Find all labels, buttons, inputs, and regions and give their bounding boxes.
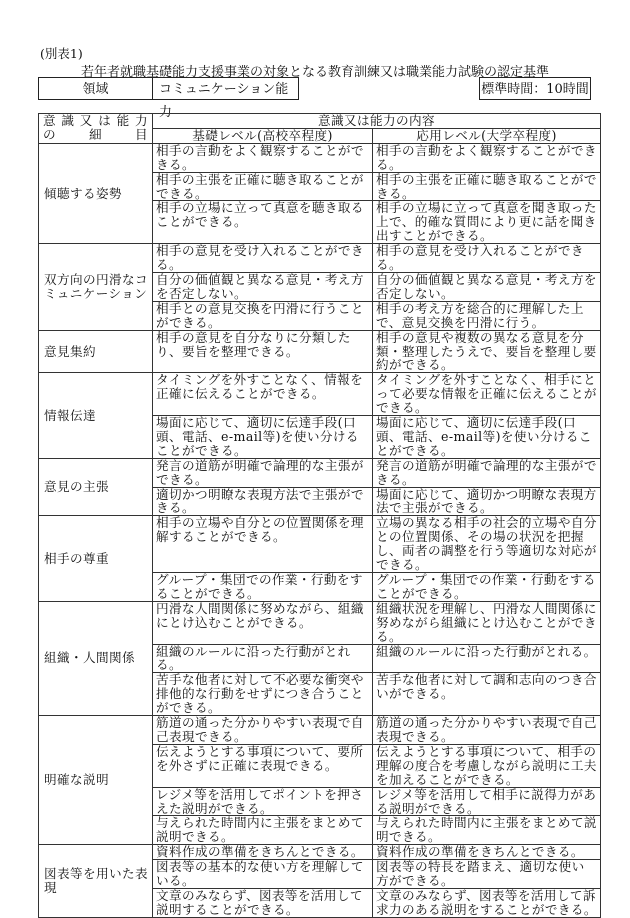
basic-level-cell: 組織のルールに沿った行動がとれる。: [153, 644, 373, 673]
criteria-table: [38, 113, 601, 918]
basic-level-cell: 苦手な他者に対して不必要な衝突や排他的な行動をせずにつき合うことができる。: [153, 673, 373, 716]
applied-level-cell: 筋道の通った分かりやすい表現で自己表現できる。: [373, 716, 601, 745]
table-row: [39, 143, 601, 172]
table-row: [39, 330, 601, 373]
table-row: [39, 716, 601, 745]
applied-level-cell: タイミングを外すことなく、相手にとって必要な情報を正確に伝えることができる。: [373, 373, 601, 416]
domain-value: コミュニケーション能力: [152, 77, 299, 100]
header-item-line1: 意識又は能力: [43, 113, 148, 128]
applied-level-cell: 場面に応じて、適切に伝達手段(口頭、電話、e-mail等)を使い分けることができる。: [373, 416, 601, 459]
basic-level-cell: レジメ等を活用してポイントを押さえた説明ができる。: [153, 787, 373, 816]
basic-level-cell: 図表等の基本的な使い方を理解している。: [153, 860, 373, 889]
basic-level-cell: 伝えようとする事項について、要所を外さずに正確に表現できる。: [153, 744, 373, 787]
applied-level-cell: 相手の立場に立って真意を聞き取った上で、的確な質問により更に話を聞き出すことができる。: [373, 201, 601, 244]
applied-level-cell: 相手の言動をよく観察することができる。: [373, 143, 601, 172]
applied-level-cell: 自分の価値観と異なる意見・考え方を否定しない。: [373, 272, 601, 301]
basic-level-cell: 相手の立場や自分との位置関係を理解することができる。: [153, 516, 373, 573]
header-basic: 基礎レベル(高校卒程度): [153, 128, 373, 143]
table-row: [39, 516, 601, 573]
table-row: [39, 458, 601, 487]
applied-level-cell: 組織状況を理解し、円滑な人間関係に努めながら組織にとけ込むことができる。: [373, 601, 601, 644]
applied-level-cell: 相手の意見を受け入れることができる。: [373, 244, 601, 273]
basic-level-cell: 与えられた時間内に主張をまとめて説明できる。: [153, 816, 373, 845]
category-cell: 意見集約: [39, 330, 153, 373]
header-item-line2: の 細 目: [43, 126, 148, 142]
basic-level-cell: グループ・集団での作業・行動をすることができる。: [153, 573, 373, 602]
header-row: [39, 114, 601, 129]
category-cell: 双方向の円滑なコミュニケーション: [39, 244, 153, 330]
applied-level-cell: 伝えようとする事項について、相手の理解の度合を考慮しながら説明に工夫を加えることができる。: [373, 744, 601, 787]
applied-level-cell: 資料作成の準備をきちんとできる。: [373, 845, 601, 860]
applied-level-cell: 組織のルールに沿った行動がとれる。: [373, 644, 601, 673]
basic-level-cell: 場面に応じて、適切に伝達手段(口頭、電話、e-mail等)を使い分けることができる。: [153, 416, 373, 459]
category-cell: 図表等を用いた表現: [39, 845, 153, 918]
applied-level-cell: 相手の主張を正確に聴き取ることができる。: [373, 172, 601, 201]
basic-level-cell: 相手の意見を受け入れることができる。: [153, 244, 373, 273]
category-cell: 情報伝達: [39, 373, 153, 458]
applied-level-cell: 相手の意見や複数の異なる意見を分類・整理したうえで、要旨を整理し要約ができる。: [373, 330, 601, 373]
basic-level-cell: 筋道の通った分かりやすい表現で自己表現できる。: [153, 716, 373, 745]
basic-level-cell: 発言の道筋が明確で論理的な主張ができる。: [153, 458, 373, 487]
standard-time: 標準時間：10時間: [479, 77, 591, 100]
basic-level-cell: 資料作成の準備をきちんとできる。: [153, 845, 373, 860]
domain-label: 領域: [38, 77, 153, 100]
basic-level-cell: 相手との意見交換を円滑に行うことができる。: [153, 301, 373, 330]
applied-level-cell: レジメ等を活用して相手に説得力がある説明ができる。: [373, 787, 601, 816]
table-body: [39, 143, 601, 917]
applied-level-cell: 立場の異なる相手の社会的立場や自分との位置関係、その場の状況を把握し、両者の調整を行う等適切な対応ができる。: [373, 516, 601, 573]
header-item: [39, 114, 153, 144]
applied-level-cell: 図表等の特長を踏まえ、適切な使い方ができる。: [373, 860, 601, 889]
applied-level-cell: 場面に応じて、適切かつ明瞭な表現方法で主張ができる。: [373, 487, 601, 516]
basic-level-cell: 適切かつ明瞭な表現方法で主張ができる。: [153, 487, 373, 516]
applied-level-cell: 相手の考え方を総合的に理解した上で、意見交換を円滑に行う。: [373, 301, 601, 330]
category-cell: 明確な説明: [39, 716, 153, 845]
category-cell: 傾聴する姿勢: [39, 143, 153, 243]
basic-level-cell: 相手の言動をよく観察することができる。: [153, 143, 373, 172]
annex-label: (別表1): [40, 46, 83, 61]
basic-level-cell: タイミングを外すことなく、情報を正確に伝えることができる。: [153, 373, 373, 416]
category-cell: 相手の尊重: [39, 516, 153, 601]
table-row: [39, 601, 601, 644]
header-content: 意識又は能力の内容: [153, 114, 601, 129]
table-row: [39, 244, 601, 273]
basic-level-cell: 相手の主張を正確に聴き取ることができる。: [153, 172, 373, 201]
document-title: 若年者就職基礎能力支援事業の対象となる教育訓練又は職業能力試験の認定基準: [80, 65, 549, 80]
applied-level-cell: 発言の道筋が明確で論理的な主張ができる。: [373, 458, 601, 487]
basic-level-cell: 相手の立場に立って真意を聴き取ることができる。: [153, 201, 373, 244]
category-cell: 意見の主張: [39, 458, 153, 516]
header-applied: 応用レベル(大学卒程度): [373, 128, 601, 143]
basic-level-cell: 自分の価値観と異なる意見・考え方を否定しない。: [153, 272, 373, 301]
basic-level-cell: 文章のみならず、図表等を活用して説明することができる。: [153, 888, 373, 917]
applied-level-cell: 苦手な他者に対して調和志向のつき合いができる。: [373, 673, 601, 716]
category-cell: 組織・人間関係: [39, 601, 153, 715]
table-row: [39, 373, 601, 416]
applied-level-cell: 与えられた時間内に主張をまとめて説明できる。: [373, 816, 601, 845]
table-row: [39, 845, 601, 860]
basic-level-cell: 円滑な人間関係に努めながら、組織にとけ込むことができる。: [153, 601, 373, 644]
applied-level-cell: グループ・集団での作業・行動をすることができる。: [373, 573, 601, 602]
applied-level-cell: 文章のみならず、図表等を活用して訴求力のある説明をすることができる。: [373, 888, 601, 917]
basic-level-cell: 相手の意見を自分なりに分類したり、要旨を整理できる。: [153, 330, 373, 373]
